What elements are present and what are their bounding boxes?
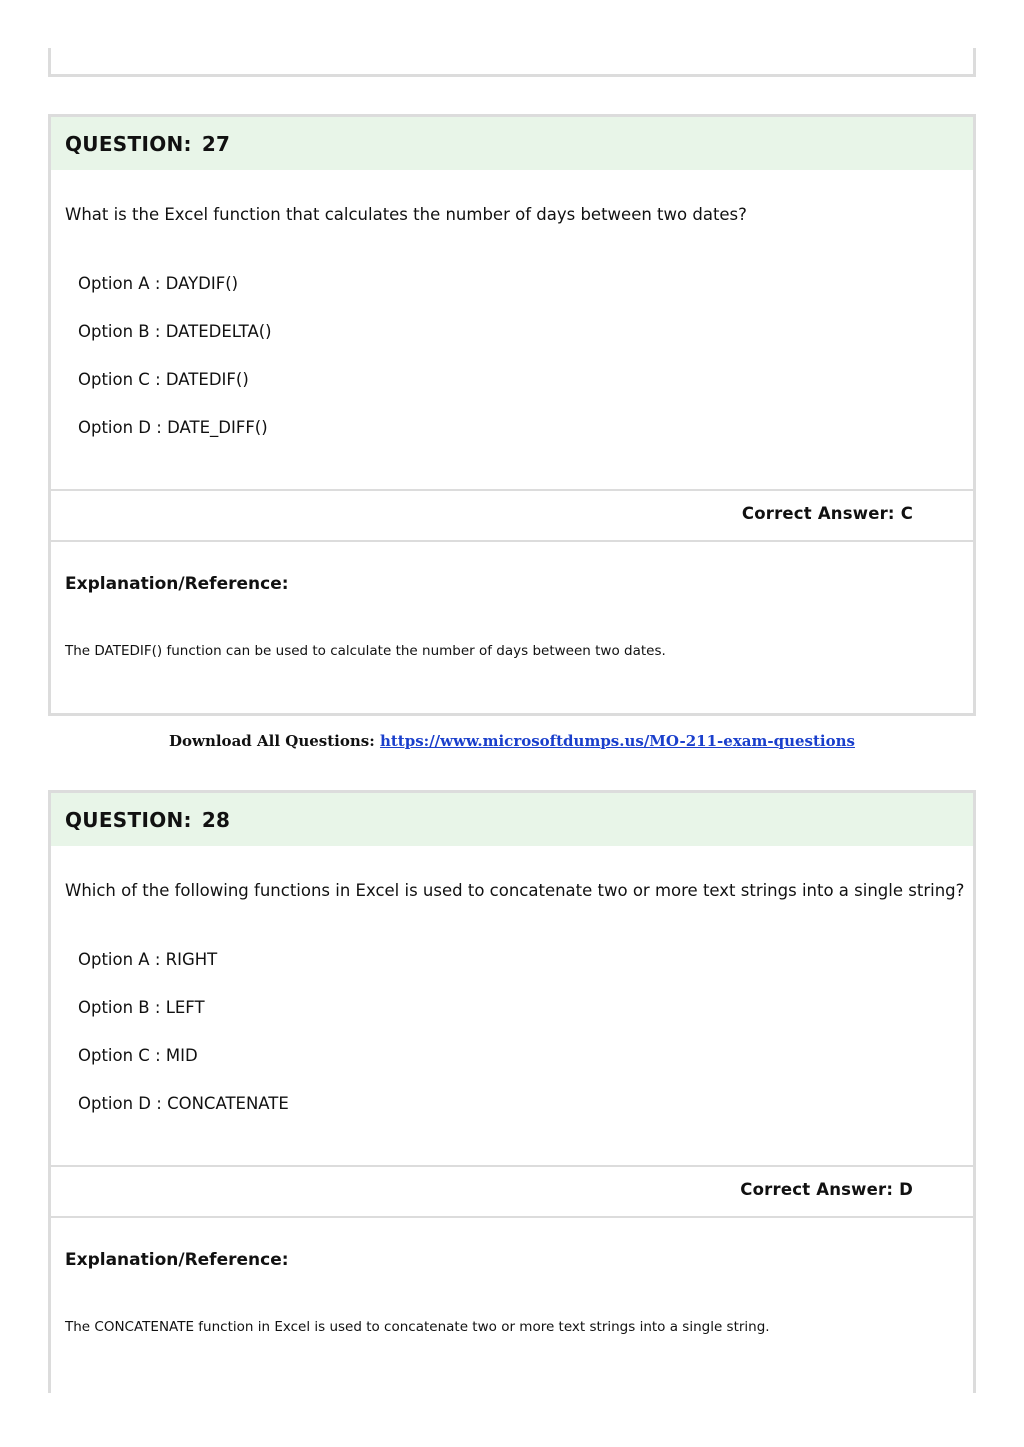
option-c (78, 370, 249, 389)
divider (51, 489, 973, 491)
question-number: 28 (201, 807, 231, 832)
question-number: 27 (201, 131, 231, 156)
option-value: DATEDELTA() (165, 322, 272, 341)
option-label: Option D : (78, 1094, 162, 1113)
question-card (48, 790, 976, 1393)
option-label: Option D : (78, 418, 162, 437)
option-a (78, 274, 238, 293)
option-label: Option A : (78, 950, 161, 969)
divider (51, 1216, 973, 1218)
question-text: What is the Excel function that calculates the number of days between two dates? (65, 205, 747, 224)
explanation-heading: Explanation/Reference: (65, 574, 289, 594)
option-d (78, 418, 268, 437)
option-value: DATEDIF() (165, 370, 249, 389)
option-label: Option C : (78, 1046, 161, 1065)
option-b (78, 998, 205, 1017)
option-c (78, 1046, 198, 1065)
divider (51, 540, 973, 542)
question-card (48, 114, 976, 716)
option-value: LEFT (165, 998, 205, 1017)
correct-answer-label: Correct Answer: (740, 1180, 894, 1199)
divider (51, 1165, 973, 1167)
correct-answer-label: Correct Answer: (741, 504, 895, 523)
download-label: Download All Questions: (169, 732, 375, 750)
option-value: DAYDIF() (165, 274, 239, 293)
correct-answer (740, 1180, 913, 1199)
question-text: Which of the following functions in Excel is used to concatenate two or more text strings into a single string? (65, 881, 965, 900)
option-d (78, 1094, 289, 1113)
option-label: Option B : (78, 998, 161, 1017)
option-value: RIGHT (165, 950, 218, 969)
question-header (51, 793, 973, 846)
question-label: QUESTION: (65, 807, 192, 832)
explanation-text: The CONCATENATE function in Excel is used to concatenate two or more text strings into a single string. (65, 1319, 770, 1335)
option-label: Option A : (78, 274, 161, 293)
explanation-text: The DATEDIF() function can be used to calculate the number of days between two dates. (65, 643, 666, 659)
correct-answer-value: D (899, 1180, 913, 1199)
option-label: Option C : (78, 370, 161, 389)
option-value: CONCATENATE (167, 1094, 289, 1113)
download-line (0, 732, 1024, 750)
correct-answer (742, 504, 913, 523)
correct-answer-value: C (900, 504, 913, 523)
option-value: DATE_DIFF() (167, 418, 268, 437)
previous-question-card-end (48, 48, 976, 77)
question-header (51, 117, 973, 170)
explanation-heading: Explanation/Reference: (65, 1250, 289, 1270)
option-b (78, 322, 272, 341)
option-value: MID (165, 1046, 198, 1065)
question-label: QUESTION: (65, 131, 192, 156)
option-a (78, 950, 217, 969)
option-label: Option B : (78, 322, 161, 341)
download-link[interactable]: https://www.microsoftdumps.us/MO-211-exam-questions (379, 732, 855, 750)
